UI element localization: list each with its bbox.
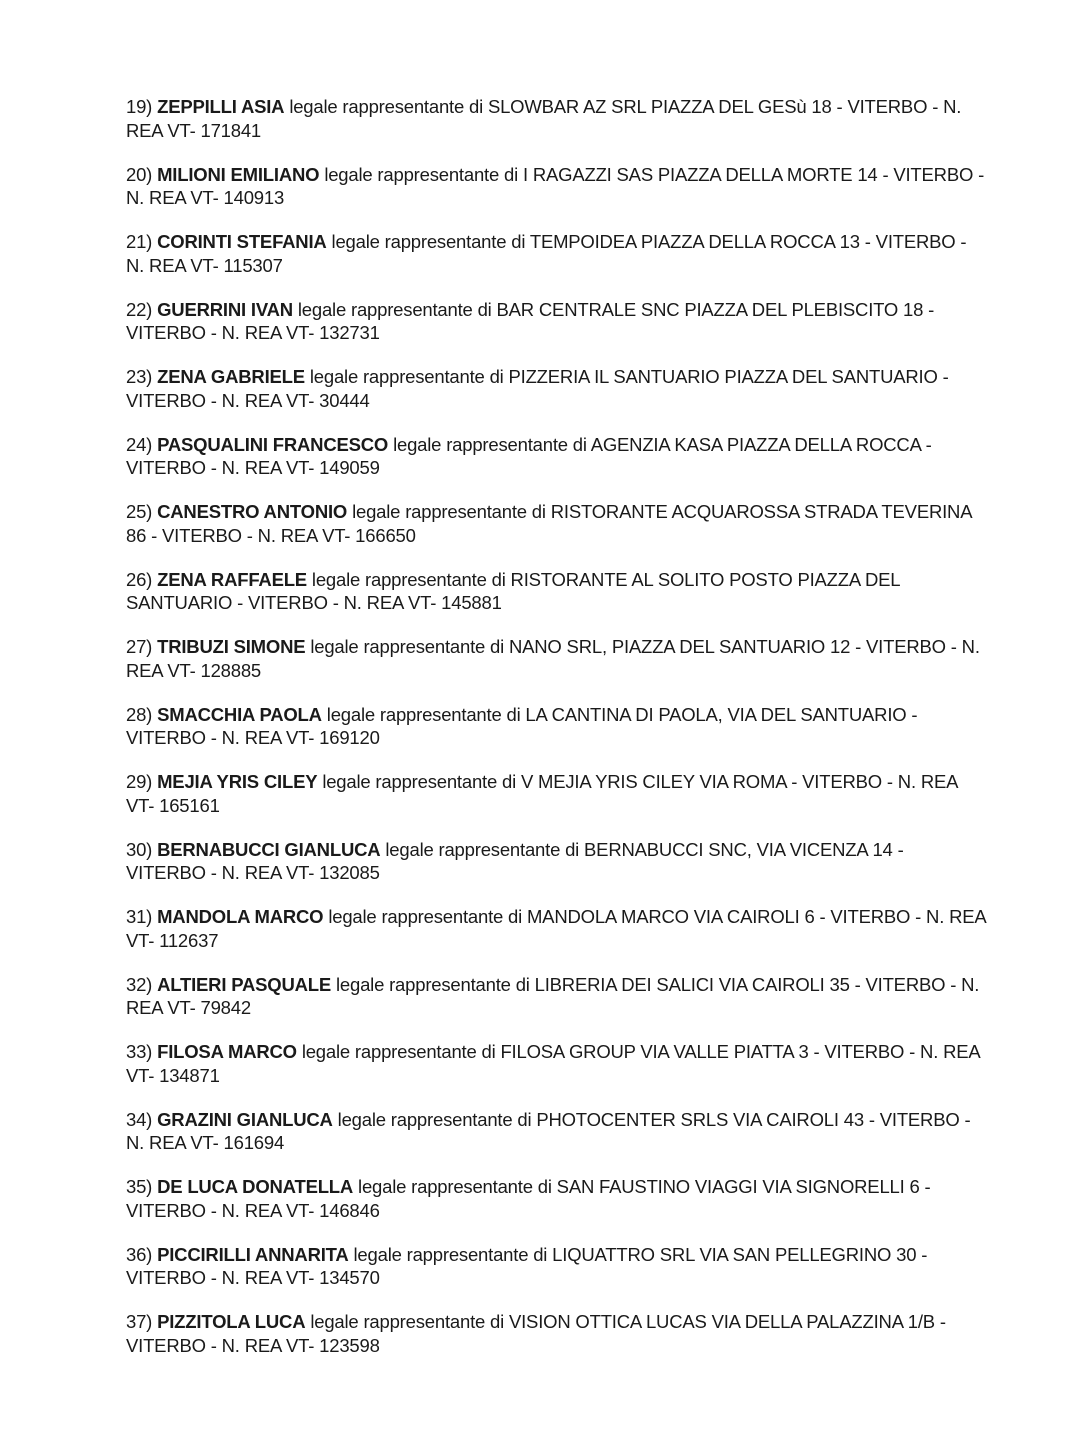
entry-number: 21)	[126, 231, 153, 252]
list-item	[126, 365, 986, 412]
entry-number: 22)	[126, 298, 153, 320]
entry-number: 33)	[126, 1041, 153, 1062]
list-item	[126, 298, 986, 345]
list-item	[126, 1310, 986, 1357]
entry-name: ZENA GABRIELE	[157, 366, 305, 387]
entry-name: MILIONI EMILIANO	[157, 163, 320, 185]
document-page	[126, 95, 986, 1378]
entry-number: 31)	[126, 906, 153, 927]
entry-name: TRIBUZI SIMONE	[157, 636, 306, 657]
list-item	[126, 1175, 986, 1222]
list-item	[126, 568, 986, 615]
entry-number: 19)	[126, 96, 153, 117]
entry-text: legale rappresentante di SLOWBAR AZ SRL PIAZZA DEL GESù 18 - VITERBO - N. REA VT- 171841	[126, 96, 962, 141]
entry-text: legale rappresentante di RISTORANTE AL SOLITO POSTO PIAZZA DEL SANTUARIO - VITERBO - N. REA VT- 145881	[126, 568, 900, 613]
entry-text: legale rappresentante di LA CANTINA DI PAOLA, VIA DEL SANTUARIO - VITERBO - N. REA VT- 169120	[126, 703, 918, 748]
entry-text: legale rappresentante di V MEJIA YRIS CILEY VIA ROMA - VITERBO - N. REA VT- 165161	[126, 771, 958, 816]
list-item	[126, 973, 986, 1020]
list-item	[126, 500, 986, 547]
list-item	[126, 703, 986, 750]
entry-text: legale rappresentante di AGENZIA KASA PIAZZA DELLA ROCCA - VITERBO - N. REA VT- 149059	[126, 433, 932, 478]
list-item	[126, 163, 986, 210]
entry-number: 36)	[126, 1243, 153, 1265]
entry-text: legale rappresentante di PHOTOCENTER SRLS VIA CAIROLI 43 - VITERBO - N. REA VT- 161694	[126, 1108, 971, 1153]
entry-text: legale rappresentante di NANO SRL, PIAZZA DEL SANTUARIO 12 - VITERBO - N. REA VT- 128885	[126, 636, 980, 681]
list-item	[126, 1040, 986, 1087]
entry-number: 32)	[126, 973, 153, 995]
entry-text: legale rappresentante di FILOSA GROUP VIA VALLE PIATTA 3 - VITERBO - N. REA VT- 134871	[126, 1041, 980, 1086]
entry-number: 35)	[126, 1176, 153, 1197]
entry-text: legale rappresentante di SAN FAUSTINO VIAGGI VIA SIGNORELLI 6 - VITERBO - N. REA VT- 146846	[126, 1176, 931, 1221]
entry-number: 29)	[126, 771, 153, 792]
list-item	[126, 1243, 986, 1290]
entry-text: legale rappresentante di BERNABUCCI SNC, VIA VICENZA 14 - VITERBO - N. REA VT- 132085	[126, 838, 904, 883]
entry-name: PASQUALINI FRANCESCO	[157, 433, 389, 455]
list-item	[126, 905, 986, 952]
list-item	[126, 770, 986, 817]
entry-name: ZEPPILLI ASIA	[157, 96, 285, 117]
entry-text: legale rappresentante di RISTORANTE ACQUAROSSA STRADA TEVERINA 86 - VITERBO - N. REA VT- 166650	[126, 501, 972, 546]
entry-name: SMACCHIA PAOLA	[157, 703, 322, 725]
entry-name: PIZZITOLA LUCA	[157, 1311, 306, 1332]
entry-text: legale rappresentante di PIZZERIA IL SANTUARIO PIAZZA DEL SANTUARIO - VITERBO - N. REA VT- 30444	[126, 366, 949, 411]
entry-text: legale rappresentante di MANDOLA MARCO VIA CAIROLI 6 - VITERBO - N. REA VT- 112637	[126, 906, 986, 951]
entry-number: 37)	[126, 1311, 153, 1332]
list-item	[126, 838, 986, 885]
entry-number: 25)	[126, 501, 153, 522]
entry-name: ZENA RAFFAELE	[157, 568, 307, 590]
entry-name: BERNABUCCI GIANLUCA	[157, 838, 381, 860]
entry-name: CORINTI STEFANIA	[157, 231, 327, 252]
entry-name: GRAZINI GIANLUCA	[157, 1108, 333, 1130]
entry-number: 20)	[126, 163, 153, 185]
list-item	[126, 433, 986, 480]
list-item	[126, 1108, 986, 1155]
entry-name: FILOSA MARCO	[157, 1041, 297, 1062]
list-item	[126, 635, 986, 682]
entry-name: DE LUCA DONATELLA	[157, 1176, 354, 1197]
list-item	[126, 95, 986, 142]
entry-number: 27)	[126, 636, 153, 657]
entry-name: CANESTRO ANTONIO	[157, 501, 348, 522]
entry-text: legale rappresentante di VISION OTTICA LUCAS VIA DELLA PALAZZINA 1/B - VITERBO - N. REA VT- 123598	[126, 1311, 946, 1356]
entry-number: 23)	[126, 366, 153, 387]
entry-name: ALTIERI PASQUALE	[157, 973, 332, 995]
entry-number: 24)	[126, 433, 153, 455]
entry-text: legale rappresentante di I RAGAZZI SAS PIAZZA DELLA MORTE 14 - VITERBO - N. REA VT- 140913	[126, 163, 985, 208]
entry-name: MEJIA YRIS CILEY	[157, 771, 318, 792]
entry-text: legale rappresentante di LIBRERIA DEI SALICI VIA CAIROLI 35 - VITERBO - N. REA VT- 79842	[126, 973, 980, 1018]
entry-text: legale rappresentante di TEMPOIDEA PIAZZA DELLA ROCCA 13 - VITERBO - N. REA VT- 115307	[126, 231, 967, 276]
list-item	[126, 230, 986, 277]
entry-number: 30)	[126, 838, 153, 860]
entry-name: GUERRINI IVAN	[157, 298, 293, 320]
entry-number: 34)	[126, 1108, 153, 1130]
entry-number: 26)	[126, 568, 153, 590]
entry-name: PICCIRILLI ANNARITA	[157, 1243, 349, 1265]
entry-text: legale rappresentante di BAR CENTRALE SNC PIAZZA DEL PLEBISCITO 18 - VITERBO - N. REA VT- 132731	[126, 298, 935, 343]
entry-name: MANDOLA MARCO	[157, 906, 324, 927]
entry-text: legale rappresentante di LIQUATTRO SRL VIA SAN PELLEGRINO 30 - VITERBO - N. REA VT- 134570	[126, 1243, 928, 1288]
entry-number: 28)	[126, 703, 153, 725]
